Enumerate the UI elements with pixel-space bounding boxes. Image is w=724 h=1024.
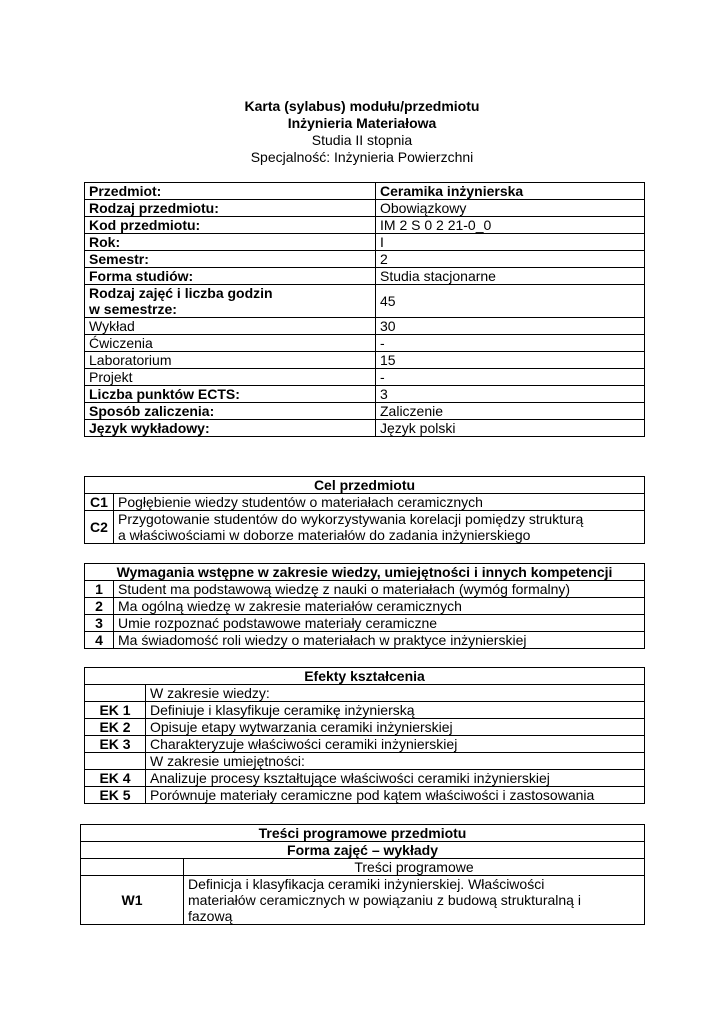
content-column-header: Treści programowe [184, 859, 645, 876]
rok-value: I [376, 234, 645, 251]
table-row [85, 420, 645, 437]
semestr-value: 2 [376, 251, 645, 268]
prerequisite-text: Ma ogólną wiedzę w zakresie materiałów ceramicznych [114, 598, 645, 615]
outcome-code: EK 4 [85, 770, 146, 787]
outcome-text: Charakteryzuje właściwości ceramiki inżynierskiej [146, 736, 645, 753]
outcome-text: Porównuje materiały ceramiczne pod kątem właściwości i zastosowania [146, 787, 645, 804]
empty-cell [85, 753, 146, 770]
table-row [81, 876, 645, 925]
projekt-value: - [376, 369, 645, 386]
course-info-table [84, 182, 645, 437]
lab-label: Laboratorium [85, 352, 376, 369]
lecture-content-line2: materiałów ceramicznych w powiązaniu z budową strukturalną i [188, 892, 581, 908]
class-form-heading: Forma zajęć – wykłady [81, 842, 645, 859]
table-row [85, 598, 645, 615]
semestr-label: Semestr: [85, 251, 376, 268]
table-row [85, 477, 645, 494]
header-level: Studia II stopnia [311, 132, 413, 148]
zaliczenie-label: Sposób zaliczenia: [85, 403, 376, 420]
table-row [81, 859, 645, 876]
empty-cell [81, 859, 184, 876]
table-row [85, 564, 645, 581]
table-row [85, 702, 645, 719]
table-row [85, 787, 645, 804]
table-row [85, 200, 645, 217]
table-row [85, 369, 645, 386]
goal-text-line2: a właściwościami w doborze materiałów do zadania inżynierskiego [118, 527, 531, 543]
wyklad-label: Wykład [85, 318, 376, 335]
lecture-content [184, 876, 645, 925]
table-row [85, 719, 645, 736]
table-row [85, 268, 645, 285]
prerequisite-number: 2 [85, 598, 114, 615]
outcomes-skills-heading: W zakresie umiejętności: [146, 753, 645, 770]
godziny-label-line2: w semestrze: [89, 301, 177, 317]
table-row [85, 318, 645, 335]
table-row [85, 753, 645, 770]
lab-value: 15 [376, 352, 645, 369]
table-row [81, 825, 645, 842]
table-row [85, 234, 645, 251]
table-row [85, 403, 645, 420]
outcome-code: EK 5 [85, 787, 146, 804]
forma-value: Studia stacjonarne [376, 268, 645, 285]
outcome-code: EK 1 [85, 702, 146, 719]
header-specialization: Specjalność: Inżynieria Powierzchni [250, 149, 474, 165]
outcome-text: Definiuje i klasyfikuje ceramikę inżynierską [146, 702, 645, 719]
prerequisite-number: 1 [85, 581, 114, 598]
outcome-code: EK 3 [85, 736, 146, 753]
forma-label: Forma studiów: [85, 268, 376, 285]
ects-value: 3 [376, 386, 645, 403]
document-header [0, 98, 724, 166]
table-row [85, 251, 645, 268]
goals-title: Cel przedmiotu [85, 477, 645, 494]
godziny-label [85, 285, 376, 318]
ects-label: Liczba punktów ECTS: [85, 386, 376, 403]
header-title: Karta (sylabus) modułu/przedmiotu [244, 98, 480, 114]
prerequisites-table [84, 563, 645, 649]
przedmiot-value: Ceramika inżynierska [376, 183, 645, 200]
goal-text: Pogłębienie wiedzy studentów o materiałach ceramicznych [114, 494, 645, 511]
program-content-table [80, 824, 645, 925]
table-row [85, 615, 645, 632]
table-row [85, 581, 645, 598]
kod-label: Kod przedmiotu: [85, 217, 376, 234]
goal-text [114, 511, 645, 544]
table-row [85, 217, 645, 234]
outcome-code: EK 2 [85, 719, 146, 736]
rodzaj-label: Rodzaj przedmiotu: [85, 200, 376, 217]
przedmiot-label: Przedmiot: [85, 183, 376, 200]
header-field: Inżynieria Materiałowa [287, 115, 437, 131]
godziny-label-line1: Rodzaj zajęć i liczba godzin [89, 285, 273, 301]
prerequisite-text: Student ma podstawową wiedzę z nauki o materiałach (wymóg formalny) [114, 581, 645, 598]
program-content-title: Treści programowe przedmiotu [81, 825, 645, 842]
rodzaj-value: Obowiązkowy [376, 200, 645, 217]
table-row [85, 386, 645, 403]
table-row [85, 685, 645, 702]
outcome-text: Opisuje etapy wytwarzania ceramiki inżynierskiej [146, 719, 645, 736]
outcomes-knowledge-heading: W zakresie wiedzy: [146, 685, 645, 702]
rok-label: Rok: [85, 234, 376, 251]
prerequisite-text: Umie rozpoznać podstawowe materiały ceramiczne [114, 615, 645, 632]
zaliczenie-value: Zaliczenie [376, 403, 645, 420]
godziny-value: 45 [376, 285, 645, 318]
table-row [85, 668, 645, 685]
table-row [85, 183, 645, 200]
empty-cell [85, 685, 146, 702]
goal-text-line1: Przygotowanie studentów do wykorzystywania korelacji pomiędzy strukturą [118, 511, 584, 527]
prerequisite-number: 3 [85, 615, 114, 632]
table-row [85, 632, 645, 649]
wyklad-value: 30 [376, 318, 645, 335]
table-row [85, 285, 645, 318]
projekt-label: Projekt [85, 369, 376, 386]
table-row [85, 770, 645, 787]
table-row [81, 842, 645, 859]
lecture-code: W1 [81, 876, 184, 925]
outcome-text: Analizuje procesy kształtujące właściwości ceramiki inżynierskiej [146, 770, 645, 787]
table-row [85, 352, 645, 369]
table-row [85, 335, 645, 352]
goal-code: C2 [85, 511, 114, 544]
cwiczenia-label: Ćwiczenia [85, 335, 376, 352]
lecture-content-line3: fazową [188, 908, 233, 924]
table-row [85, 736, 645, 753]
outcomes-title: Efekty kształcenia [85, 668, 645, 685]
cwiczenia-value: - [376, 335, 645, 352]
learning-outcomes-table [84, 667, 645, 804]
prerequisite-text: Ma świadomość roli wiedzy o materiałach w praktyce inżynierskiej [114, 632, 645, 649]
table-row [85, 511, 645, 544]
jezyk-label: Język wykładowy: [85, 420, 376, 437]
jezyk-value: Język polski [376, 420, 645, 437]
goal-code: C1 [85, 494, 114, 511]
kod-value: IM 2 S 0 2 21-0_0 [376, 217, 645, 234]
prerequisites-title: Wymagania wstępne w zakresie wiedzy, umiejętności i innych kompetencji [85, 564, 645, 581]
prerequisite-number: 4 [85, 632, 114, 649]
table-row [85, 494, 645, 511]
lecture-content-line1: Definicja i klasyfikacja ceramiki inżynierskiej. Właściwości [188, 876, 545, 892]
course-goals-table [84, 476, 645, 544]
